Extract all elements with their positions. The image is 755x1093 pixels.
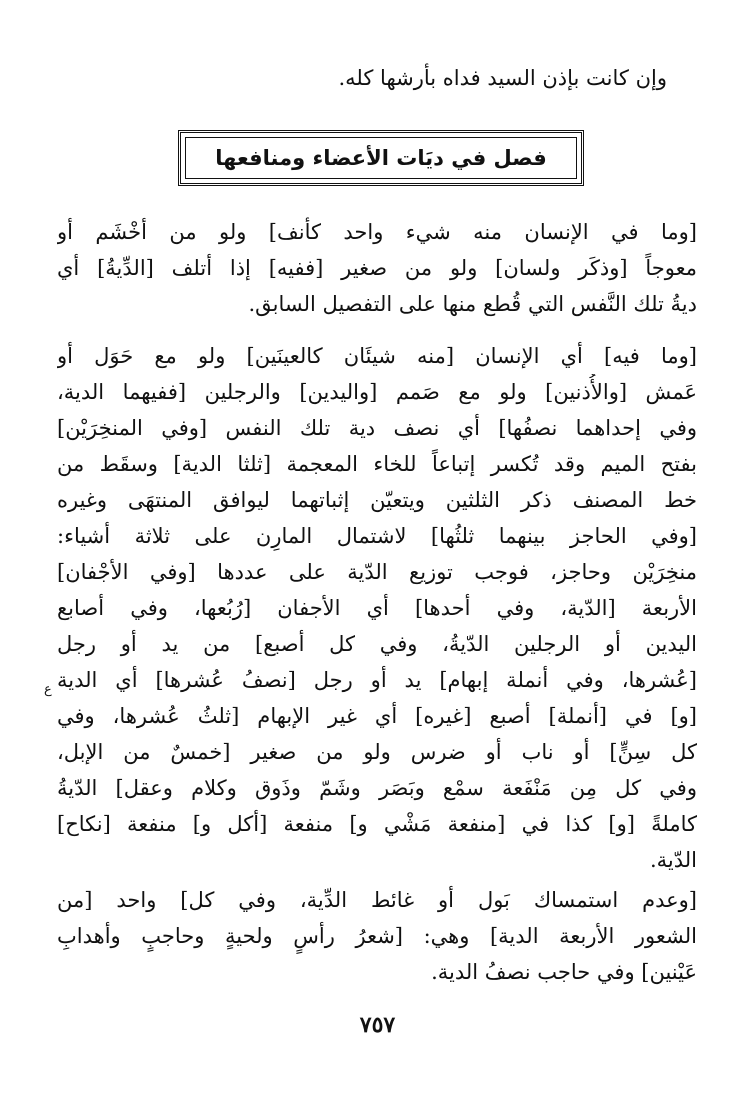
text-line: [وما فيه] أي الإنسان [منه شيئَان كالعينَين] ولو مع حَوَل أو [57,344,697,368]
text-line: الأربعة [الدّية، وفي أحدها] أي الأجفان [رُبُعها، وفي أصابع [57,596,697,620]
text-line: وفي إحداهما نصفُها] أي نصف دية تلك النفس [وفي المنخِرَيْن] [57,416,697,440]
text-line: [عُشرها، وفي أنملة إبهام] يد أو رجل [نصفُ عُشرها] أي الدية [57,668,697,692]
text-line: [وفي الحاجز بينهما ثلثُها] لاشتمال المارِن على ثلاثة أشياء: [57,524,697,548]
text-line: [وما في الإنسان منه شيء واحد كأنف] ولو من أخْشَم أو [57,220,697,244]
text-line: [وعدم استمساك بَول أو غائط الدِّية، وفي كل] واحد [من [57,888,697,912]
text-line: منخِرَيْن وحاجز، فوجب توزيع الدّية على عددها [وفي الأجْفان] [57,560,697,584]
text-line: الدّية. [649,848,697,872]
text-line: [و] في [أنملة] أصبع [غيره] أي غير الإبهام [ثلثُ عُشرها، وفي [57,704,697,728]
text-line: كل سِنٍّ] أو ناب أو ضرس ولو من صغير [خمسٌ من الإبل، [57,740,697,764]
text-line: معوجاً [وذكَر ولسان] ولو من صغير [ففيه] إذا أتلف [الدِّيةُ] أي [57,256,697,280]
text-line: عَمش [والأُذنين] ولو مع صَمم [واليدين] والرجلين [ففيهما الدية، [57,380,697,404]
text-line: خط المصنف ذكر الثلثين ويتعيّن إثباتهما ليوافق المنتهَى وغيره [57,488,697,512]
text-line: كاملةً [و] كذا في [منفعة مَشْي و] منفعة [أكل و] منفعة [نكاح] [57,812,697,836]
section-heading: فصل في ديَات الأعضاء ومنافعها [215,146,547,170]
margin-mark: ع [44,682,52,697]
text-line: بفتح الميم وقد تُكسر إتباعاً للخاء المعجمة [ثلثا الدية] وسقَط من [57,452,697,476]
text-line: الشعور الأربعة الدية] وهي: [شعرُ رأسٍ ولحيةٍ وحاجبٍ وأهدابِ [57,924,697,948]
text-line: عَيْنين] وفي حاجب نصفُ الدية. [431,960,697,984]
text-line: اليدين أو الرجلين الدّيةُ، وفي كل أصبع] من يد أو رجل [57,632,697,656]
intro-line: وإن كانت بإذن السيد فداه بأرشها كله. [338,66,667,90]
section-heading-box [178,130,584,186]
text-line: وفي كل مِن مَنْفَعة سمْع وبَصَر وشَمّ وذَوق وكلام وعقل] الدّيةُ [57,776,697,800]
text-line: ديةُ تلك النَّفس التي قُطع منها على التفصيل السابق. [248,292,697,316]
page-number: ٧٥٧ [359,1012,396,1038]
